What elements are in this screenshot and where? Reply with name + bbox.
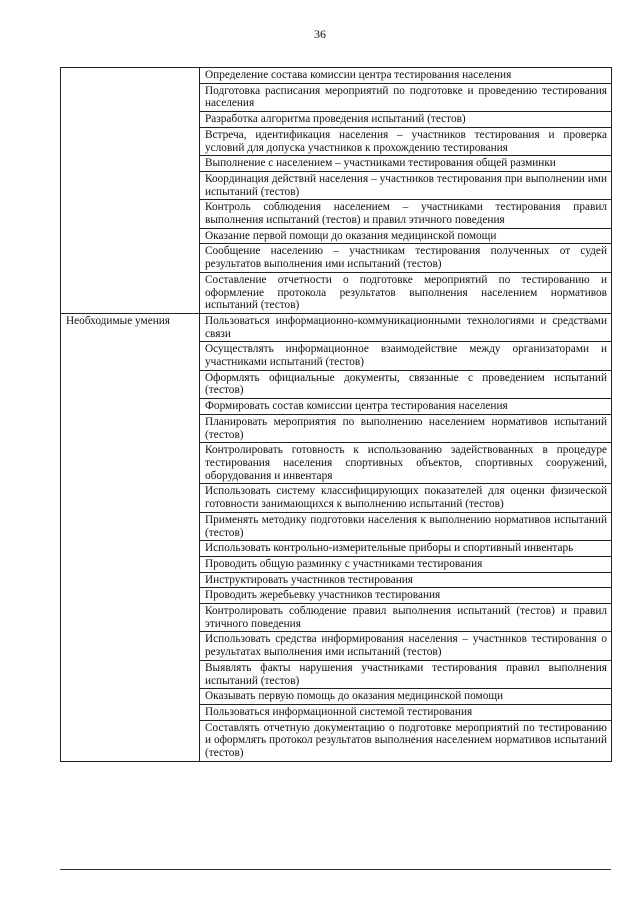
task-item: Контроль соблюдения населением – участниками тестирования правил выполнения испытаний (тестов) и правил этичного поведения <box>200 200 612 228</box>
skill-item: Проводить общую разминку с участниками тестирования <box>200 556 612 572</box>
task-item: Подготовка расписания мероприятий по подготовке и проведению тестирования населения <box>200 83 612 111</box>
task-item: Сообщение населению – участникам тестирования полученных от судей результатов выполнения ими испытаний (тестов) <box>200 244 612 272</box>
skill-item: Планировать мероприятия по выполнению населением нормативов испытаний (тестов) <box>200 414 612 442</box>
task-item: Определение состава комиссии центра тестирования населения <box>200 68 612 84</box>
task-item: Выполнение с населением – участниками тестирования общей разминки <box>200 156 612 172</box>
skill-item: Осуществлять информационное взаимодействие между организаторами и участниками испытаний (тестов) <box>200 342 612 370</box>
tasks-group-label <box>61 68 200 314</box>
skill-item: Оказывать первую помощь до оказания медицинской помощи <box>200 689 612 705</box>
task-item: Оказание первой помощи до оказания медицинской помощи <box>200 228 612 244</box>
task-item: Разработка алгоритма проведения испытаний (тестов) <box>200 112 612 128</box>
skills-group-label: Необходимые умения <box>61 313 200 761</box>
skill-item: Использовать контрольно-измерительные приборы и спортивный инвентарь <box>200 541 612 557</box>
skill-item: Применять методику подготовки населения к выполнению нормативов испытаний (тестов) <box>200 512 612 540</box>
competency-table <box>60 67 612 762</box>
task-row <box>61 68 612 84</box>
skill-item: Пользоваться информационно-коммуникационными технологиями и средствами связи <box>200 313 612 341</box>
skill-item: Использовать систему классифицирующих показателей для оценки физической готовности занимающихся к выполнению испытаний (тестов) <box>200 484 612 512</box>
task-item: Координация действий населения – участников тестирования при выполнении ими испытаний (тестов) <box>200 171 612 199</box>
task-item: Встреча, идентификация населения – участников тестирования и проверка условий для допуска участников к прохождению тестирования <box>200 127 612 155</box>
page-number: 36 <box>314 27 326 41</box>
skill-item: Оформлять официальные документы, связанные с проведением испытаний (тестов) <box>200 370 612 398</box>
skill-item: Инструктировать участников тестирования <box>200 572 612 588</box>
skill-item: Проводить жеребьевку участников тестирования <box>200 588 612 604</box>
skill-item: Использовать средства информирования населения – участников тестирования о результатах выполнения ими испытаний (тестов) <box>200 632 612 660</box>
skill-item: Формировать состав комиссии центра тестирования населения <box>200 399 612 415</box>
task-item: Составление отчетности о подготовке мероприятий по тестированию и оформление протокола результатов выполнения населением нормативов испытаний (тестов) <box>200 272 612 313</box>
skill-item: Пользоваться информационной системой тестирования <box>200 704 612 720</box>
table-body <box>61 68 612 762</box>
skill-row <box>61 313 612 341</box>
skill-item: Контролировать готовность к использованию задействованных в процедуре тестирования населения спортивных объектов, спортивных сооружений, оборудования и инвентаря <box>200 443 612 484</box>
skill-item: Составлять отчетную документацию о подготовке мероприятий по тестированию и оформлять протокол результатов выполнения населением нормативов испытаний (тестов) <box>200 720 612 761</box>
skill-item: Выявлять факты нарушения участниками тестирования правил выполнения испытаний (тестов) <box>200 660 612 688</box>
skill-item: Контролировать соблюдение правил выполнения испытаний (тестов) и правил этичного поведения <box>200 604 612 632</box>
bottom-rule <box>60 869 611 870</box>
